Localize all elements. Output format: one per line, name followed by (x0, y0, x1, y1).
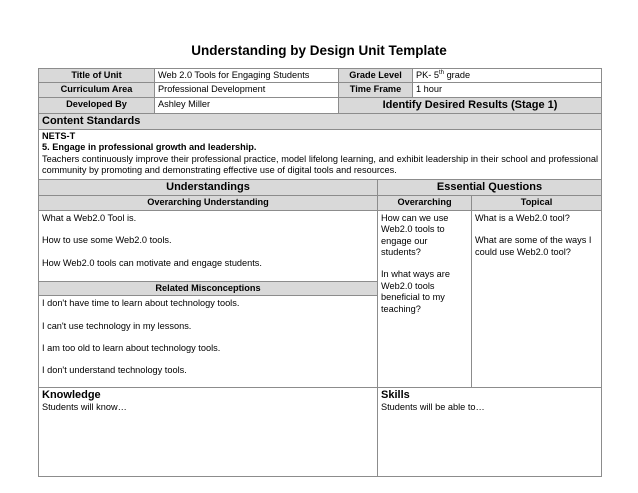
row-understandings-body (39, 210, 602, 387)
curriculum-area-value: Professional Development (155, 83, 339, 97)
topical-questions-cell (472, 210, 602, 387)
misconception-item: I don't have time to learn about technology tools. (42, 298, 240, 309)
knowledge-text: Students will know… (42, 401, 127, 412)
standard-text: Teachers continuously improve their professional practice, model lifelong learning, and exhibit leadership in their school and professional community by promoting and demonstrating effective use of digital tools and resources. (42, 153, 599, 176)
misconception-item: I am too old to learn about technology tools. (42, 343, 221, 354)
skills-cell (378, 387, 602, 476)
standard-title: 5. Engage in professional growth and leadership. (42, 142, 257, 153)
misconceptions-label: Related Misconceptions (39, 281, 377, 296)
knowledge-cell (39, 387, 378, 476)
title-of-unit-value: Web 2.0 Tools for Engaging Students (155, 69, 339, 83)
content-standards-cell (39, 113, 602, 180)
title-of-unit-label: Title of Unit (39, 69, 155, 83)
row-content-standards (39, 113, 602, 180)
row-curriculum-area (39, 83, 602, 97)
nets-label: NETS-T (42, 130, 76, 141)
row-subheadings (39, 196, 602, 210)
essential-questions-heading: Essential Questions (378, 180, 602, 196)
misconception-item: I don't understand technology tools. (42, 365, 187, 376)
developed-by-value: Ashley Miller (155, 97, 339, 113)
topical-question: What is a Web2.0 tool? (475, 212, 570, 223)
unit-template-table (38, 68, 602, 477)
understanding-item: How Web2.0 tools can motivate and engage students. (42, 257, 262, 268)
skills-text: Students will be able to… (381, 401, 485, 412)
overarching-label: Overarching (378, 196, 472, 210)
row-title-of-unit (39, 69, 602, 83)
skills-label: Skills (381, 388, 410, 401)
understandings-heading: Understandings (39, 180, 378, 196)
row-developed-by (39, 97, 602, 113)
understandings-cell (39, 210, 378, 387)
time-frame-value: 1 hour (413, 83, 602, 97)
document-title: Understanding by Design Unit Template (191, 43, 447, 58)
understanding-item: What a Web2.0 Tool is. (42, 212, 137, 223)
knowledge-label: Knowledge (42, 388, 101, 401)
row-section-headings (39, 180, 602, 196)
overarching-question: How can we use Web2.0 tools to engage our students? (381, 212, 449, 258)
overarching-understanding-label: Overarching Understanding (39, 196, 378, 210)
grade-level-label: Grade Level (339, 69, 413, 83)
stage1-heading: Identify Desired Results (Stage 1) (339, 97, 602, 113)
overarching-question: In what ways are Web2.0 tools beneficial to my teaching? (381, 269, 450, 314)
understanding-item: How to use some Web2.0 tools. (42, 235, 172, 246)
developed-by-label: Developed By (39, 97, 155, 113)
row-knowledge-skills (39, 387, 602, 476)
topical-question: What are some of the ways I could use Web2.0 tool? (475, 235, 592, 257)
topical-label: Topical (472, 196, 602, 210)
overarching-questions-cell (378, 210, 472, 387)
misconception-item: I can't use technology in my lessons. (42, 320, 192, 331)
curriculum-area-label: Curriculum Area (39, 83, 155, 97)
time-frame-label: Time Frame (339, 83, 413, 97)
content-standards-label: Content Standards (39, 114, 601, 130)
grade-level-value: PK- 5th grade (413, 69, 602, 83)
